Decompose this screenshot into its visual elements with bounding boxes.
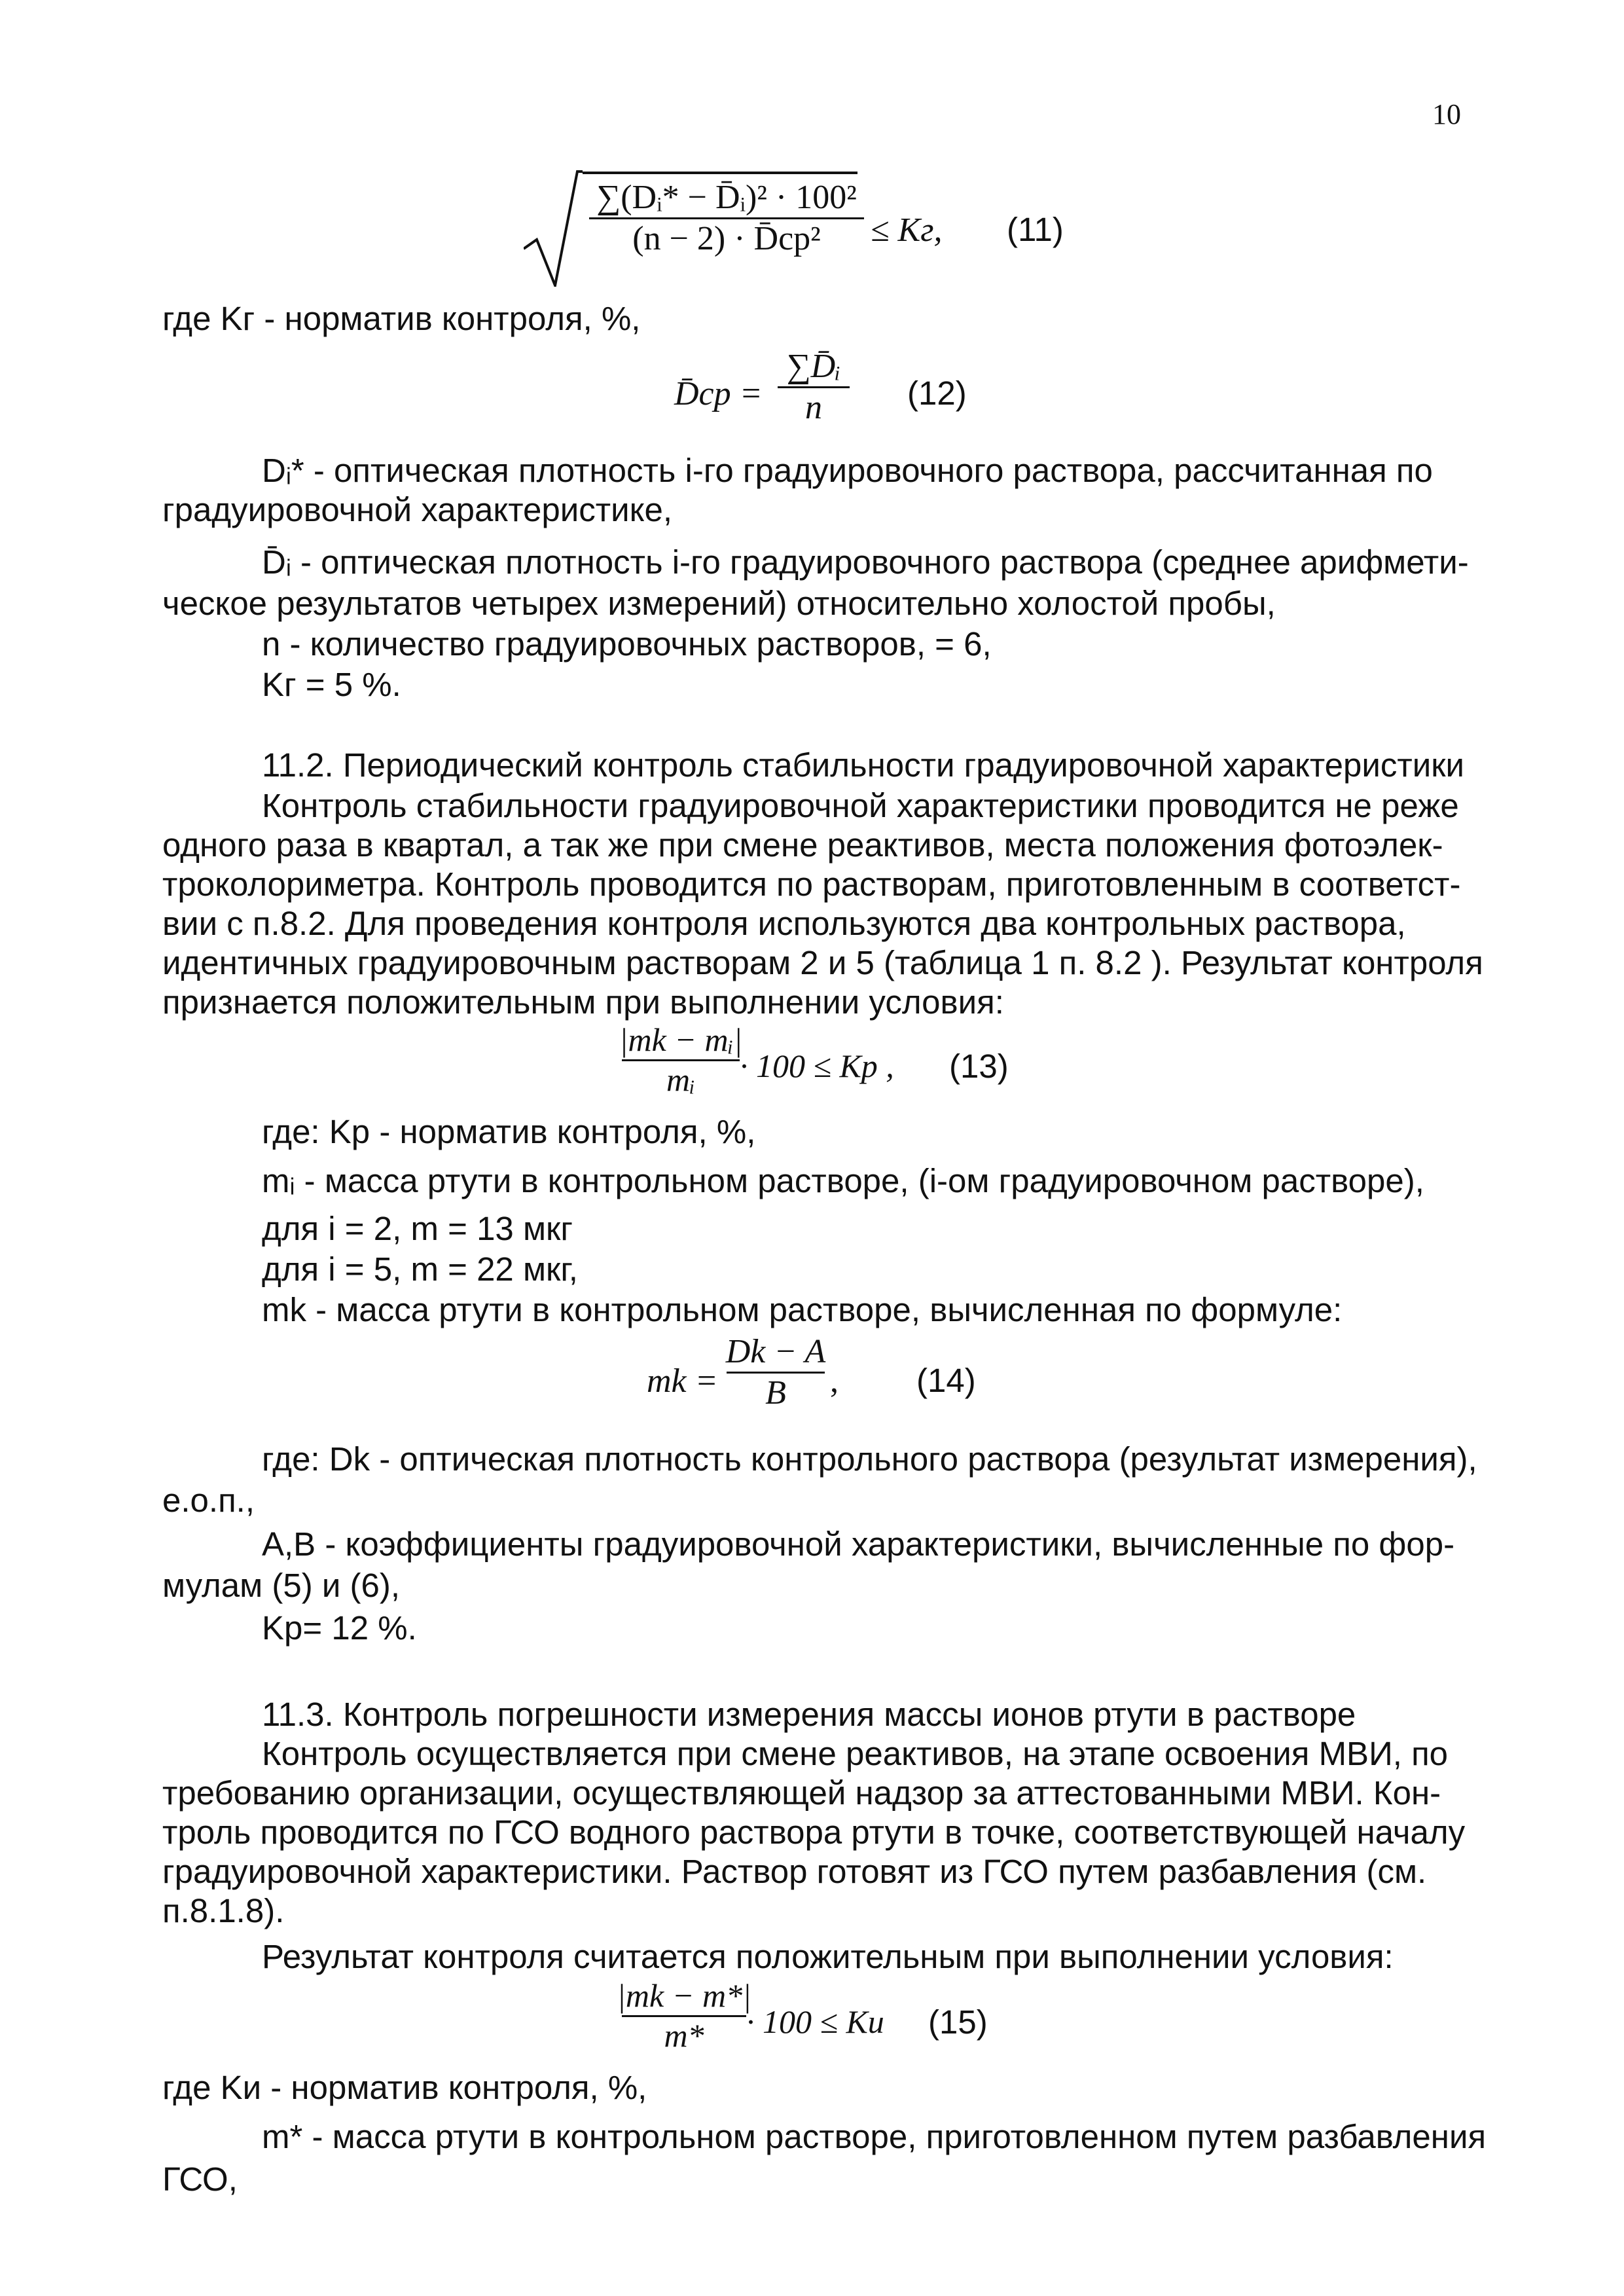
fraction-13	[619, 1021, 743, 1099]
eq11-denominator: (n − 2) · D̄ср²	[632, 219, 821, 257]
def-kp-value: Kp= 12 %.	[262, 1609, 417, 1647]
def-mi: mᵢ - масса ртути в контрольном растворе, (i-ом градуировочном растворе),	[262, 1162, 1424, 1199]
eq14-numerator: Dk − A	[725, 1333, 826, 1370]
def-d-bar: D̄ᵢ - оптическая плотность i-го градуировочного раствора (среднее арифмети-	[262, 543, 1469, 581]
eq11-rhs: ≤ Kг,	[871, 211, 943, 249]
section-11-2-heading: 11.2. Периодический контроль стабильности градуировочной характеристики	[262, 746, 1465, 784]
eq13-rhs: · 100 ≤ Kp ,	[740, 1048, 894, 1084]
eq11-numerator: ∑(Dᵢ* − D̄ᵢ)² · 100²	[596, 179, 857, 216]
eq15-rhs: · 100 ≤ Kи	[746, 2003, 884, 2040]
def-mk: mk - масса ртути в контрольном растворе, вычисленная по формуле:	[262, 1291, 1343, 1328]
section-11-3-line: требованию организации, осуществляющей надзор за аттестованными МВИ. Кон-	[162, 1774, 1441, 1812]
section-11-2-line: одного раза в квартал, а так же при смене реактивов, места положения фотоэлек-	[162, 826, 1443, 864]
eq14-number: (14)	[916, 1362, 976, 1399]
def-i5: для i = 5, m = 22 мкг,	[262, 1250, 578, 1288]
eq14-comma: ,	[830, 1362, 839, 1400]
def-d-bar-cont: ческое результатов четырех измерений) относительно холостой пробы,	[162, 585, 1276, 622]
def-n: n - количество градуировочных растворов, = 6,	[262, 625, 992, 663]
eq11-number: (11)	[1007, 211, 1064, 248]
eq15-denominator: m*	[664, 2016, 704, 2054]
eq13-denominator: mᵢ	[666, 1061, 696, 1098]
eq13-number: (13)	[949, 1048, 1009, 1085]
eq13-numerator: |mk − mᵢ|	[619, 1021, 743, 1058]
def-dk-cont: е.о.п.,	[162, 1482, 255, 1519]
page-number: 10	[1432, 98, 1461, 130]
fraction-15	[617, 1977, 751, 2054]
section-11-3-heading: 11.3. Контроль погрешности измерения массы ионов ртути в растворе	[262, 1696, 1356, 1733]
eq14-denominator: B	[765, 1374, 786, 1412]
section-11-3-line: Контроль осуществляется при смене реактивов, на этапе освоения МВИ, по	[262, 1735, 1449, 1772]
eq11-where: где Kг - норматив контроля, %,	[162, 300, 641, 337]
def-m-star-cont: ГСО,	[162, 2160, 238, 2198]
eq15-number: (15)	[928, 2003, 988, 2041]
radical-sign	[524, 169, 583, 287]
def-ab-cont: мулам (5) и (6),	[162, 1567, 401, 1604]
section-11-2-line: троколориметра. Контроль проводится по растворам, приготовленным в соответст-	[162, 866, 1461, 903]
section-11-2-line: вии с п.8.2. Для проведения контроля используются два контрольных раствора,	[162, 905, 1406, 942]
def-m-star: m* - масса ртути в контрольном растворе, приготовленном путем разбавления	[262, 2118, 1487, 2155]
eq12-denominator: n	[805, 388, 822, 426]
fraction-11	[589, 178, 864, 259]
def-ab: A,B - коэффициенты градуировочной характеристики, вычисленные по фор-	[262, 1525, 1455, 1563]
radical-overline	[583, 172, 857, 174]
eq12-numerator: ∑D̄ᵢ	[786, 348, 841, 385]
eq15-numerator: |mk − m*|	[617, 1977, 751, 2014]
def-i2: для i = 2, m = 13 мкг	[262, 1210, 573, 1247]
section-11-3-line: градуировочной характеристики. Раствор готовят из ГСО путем разбавления (см.	[162, 1853, 1427, 1890]
fraction-14	[727, 1332, 825, 1413]
def-dk: где: Dk - оптическая плотность контрольного раствора (результат измерения),	[262, 1440, 1477, 1478]
section-11-3-line: Результат контроля считается положительным при выполнении условия:	[262, 1938, 1394, 1975]
eq12-lhs: D̄ср =	[674, 375, 763, 412]
eq12-number: (12)	[907, 374, 967, 412]
section-11-2-line: идентичных градуировочным растворам 2 и 5 (таблица 1 п. 8.2 ). Результат контроля	[162, 944, 1483, 981]
def-ku: где Kи - норматив контроля, %,	[162, 2069, 647, 2106]
def-kp: где: Kp - норматив контроля, %,	[262, 1113, 756, 1150]
section-11-3-line: троль проводится по ГСО водного раствора ртути в точке, соответствующей началу	[162, 1813, 1466, 1851]
section-11-3-line: п.8.1.8).	[162, 1892, 285, 1929]
fraction-12	[778, 347, 850, 428]
eq14-lhs: mk =	[647, 1362, 718, 1400]
def-d-star-cont: градуировочной характеристике,	[162, 491, 672, 528]
def-d-star: Dᵢ* - оптическая плотность i-го градуировочного раствора, рассчитанная по	[262, 452, 1433, 489]
def-kg: Kг = 5 %.	[262, 666, 401, 703]
section-11-2-line: признается положительным при выполнении условия:	[162, 983, 1004, 1021]
section-11-2-line: Контроль стабильности градуировочной характеристики проводится не реже	[262, 787, 1459, 824]
